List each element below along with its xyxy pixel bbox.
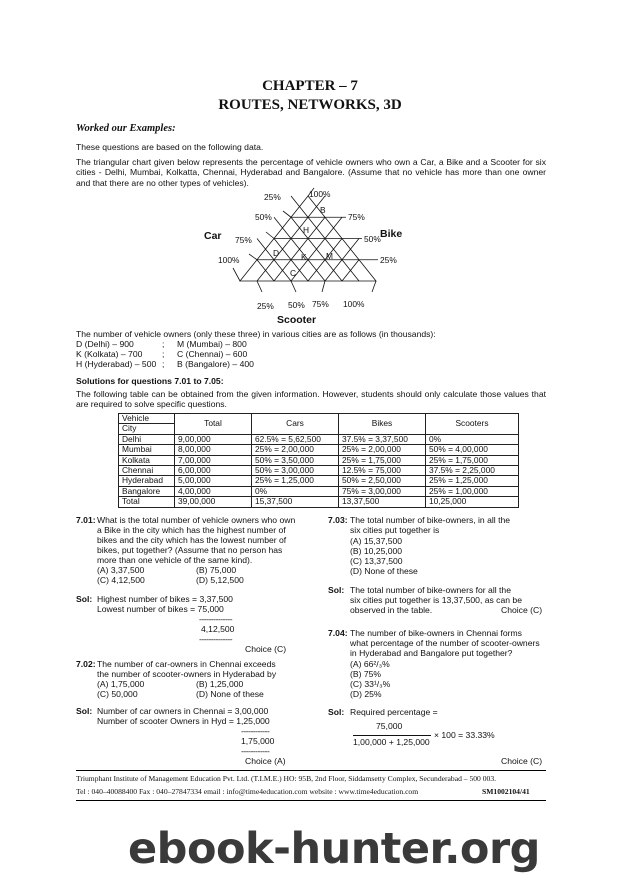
watermark-text: ebook-hunter.org xyxy=(128,824,540,874)
q704-sol-line-1: Required percentage = xyxy=(350,707,438,717)
q702-sol-line-1: Number of car owners in Chennai = 3,00,000 xyxy=(97,706,269,716)
cell-bikes: 13,37,500 xyxy=(339,497,426,507)
q703-sol-label: Sol: xyxy=(328,585,345,595)
q703-sol-line-1: The total number of bike-owners for all the xyxy=(350,585,511,595)
left-label-75: 75% xyxy=(235,235,252,245)
left-label-25: 25% xyxy=(264,192,281,202)
q702-choice: Choice (A) xyxy=(245,756,286,766)
q704-option-c: (C) 33¹/₃% xyxy=(350,679,391,689)
cell-cars: 62.5% = 5,62,500 xyxy=(252,434,339,444)
q703-sol-line-3: observed in the table. xyxy=(350,605,433,615)
cell-city: Mumbai xyxy=(119,445,175,455)
right-label-50: 50% xyxy=(364,234,381,244)
cell-city: Chennai xyxy=(119,466,175,476)
owners-row-3-right: B (Bangalore) – 400 xyxy=(177,359,254,369)
footer-divider-top xyxy=(76,770,546,771)
q703-option-d: (D) None of these xyxy=(350,566,418,576)
footer-code: SM1002104/41 xyxy=(482,787,530,796)
q701-text-line-4: bikes, put together? (Assume that no person has xyxy=(97,545,283,555)
owners-row-3-left: H (Hyderabad) – 500 xyxy=(76,359,157,369)
q704-sol-label: Sol: xyxy=(328,707,345,717)
footer-divider-bottom xyxy=(76,800,546,801)
table-row xyxy=(119,445,519,455)
q702-option-c: (C) 50,000 xyxy=(97,689,138,699)
cell-cars: 50% = 3,00,000 xyxy=(252,466,339,476)
q702-number: 7.02: xyxy=(76,659,96,669)
q703-option-b: (B) 10,25,000 xyxy=(350,546,403,556)
cell-scooters: 25% = 1,25,000 xyxy=(426,476,519,486)
q704-times-result: × 100 = 33.33% xyxy=(434,730,495,740)
point-label-m: M xyxy=(326,251,333,261)
q704-fraction-numerator: 75,000 xyxy=(376,721,403,731)
q704-text-line-1: The number of bike-owners in Chennai forms xyxy=(350,628,522,638)
right-label-25: 25% xyxy=(380,255,397,265)
cell-city: Hyderabad xyxy=(119,476,175,486)
q703-sol-line-2: six cities put together is 13,37,500, as can be xyxy=(350,595,522,605)
table-header-row xyxy=(119,414,519,435)
point-label-k: K xyxy=(301,252,307,262)
cell-bikes: 37.5% = 3,37,500 xyxy=(339,434,426,444)
owners-row-1-left: D (Delhi) – 900 xyxy=(76,339,134,349)
q702-option-a: (A) 1,75,000 xyxy=(97,679,145,689)
q703-option-c: (C) 13,37,500 xyxy=(350,556,403,566)
triangular-chart xyxy=(200,186,410,326)
q704-option-d: (D) 25% xyxy=(350,689,382,699)
q702-text-line-1: The number of car-owners in Chennai exceeds xyxy=(97,659,276,669)
owners-row-2-left: K (Kolkata) – 700 xyxy=(76,349,143,359)
vehicle-data-table xyxy=(118,413,519,508)
q703-number: 7.03: xyxy=(328,515,348,525)
cell-cars: 25% = 1,25,000 xyxy=(252,476,339,486)
q702-sol-dashes-2: ------------ xyxy=(241,746,270,756)
cell-city: Kolkata xyxy=(119,455,175,465)
cell-cars: 25% = 2,00,000 xyxy=(252,445,339,455)
point-label-h: H xyxy=(303,225,310,235)
header-city: City xyxy=(122,423,137,434)
q704-option-a: (A) 66²/₃% xyxy=(350,659,390,669)
q701-number: 7.01: xyxy=(76,515,96,525)
bottom-label-75: 75% xyxy=(312,299,329,309)
q701-sol-dashes-1: -------------- xyxy=(199,614,233,624)
q702-option-d: (D) None of these xyxy=(196,689,264,699)
owners-row-3-sep: ; xyxy=(162,359,165,369)
cell-city: Total xyxy=(119,497,175,507)
cell-scooters: 37.5% = 2,25,000 xyxy=(426,466,519,476)
q702-option-b: (B) 1,25,000 xyxy=(196,679,244,689)
q701-text-line-2: a Bike in the city which has the highest number of xyxy=(97,525,286,535)
q701-option-d: (D) 5,12,500 xyxy=(196,575,244,585)
cell-city: Delhi xyxy=(119,434,175,444)
cell-bikes: 12.5% = 75,000 xyxy=(339,466,426,476)
cell-cars: 15,37,500 xyxy=(252,497,339,507)
owners-row-2-sep: ; xyxy=(162,349,165,359)
q703-choice: Choice (C) xyxy=(501,605,543,615)
owners-intro: The number of vehicle owners (only these three) in various cities are as follows (in thousands): xyxy=(76,329,436,339)
q702-sol-label: Sol: xyxy=(76,706,93,716)
q701-option-a: (A) 3,37,500 xyxy=(97,565,145,575)
cell-total: 39,00,000 xyxy=(175,497,252,507)
q701-option-b: (B) 75,000 xyxy=(196,565,237,575)
intro-paragraph: The triangular chart given below represents the percentage of vehicle owners who own a Car, a Bike and a Scooter for six cities - Delhi, Mumbai, Kolkatta, Chennai, Hyderabad and Bangalore. (Assume that no vehicle has more than one owner and that there are no other types of vehicles). xyxy=(76,157,546,188)
right-label-75: 75% xyxy=(348,212,365,222)
q704-number: 7.04: xyxy=(328,628,348,638)
table-row xyxy=(119,455,519,465)
q701-text-line-3: bikes and the city which has the lowest number of xyxy=(97,535,287,545)
point-label-c: C xyxy=(290,268,297,278)
q701-text-line-5: more than one vehicle of the same kind). xyxy=(97,555,253,565)
header-total: Total xyxy=(175,414,252,435)
cell-scooters: 10,25,000 xyxy=(426,497,519,507)
cell-cars: 50% = 3,50,000 xyxy=(252,455,339,465)
q701-sol-result: 4,12,500 xyxy=(201,624,235,634)
q703-option-a: (A) 15,37,500 xyxy=(350,536,403,546)
cell-cars: 0% xyxy=(252,486,339,496)
bottom-label-50: 50% xyxy=(288,300,305,310)
cell-bikes: 25% = 1,75,000 xyxy=(339,455,426,465)
q702-sol-result: 1,75,000 xyxy=(241,736,275,746)
point-label-d: D xyxy=(273,248,280,258)
cell-bikes: 50% = 2,50,000 xyxy=(339,476,426,486)
header-scooters: Scooters xyxy=(426,414,519,435)
header-bikes: Bikes xyxy=(339,414,426,435)
header-vehicle-city xyxy=(119,414,175,435)
header-vehicle: Vehicle xyxy=(119,414,174,424)
q702-sol-dashes-1: ------------ xyxy=(241,726,270,736)
q704-text-line-2: what percentage of the number of scooter-owners xyxy=(350,638,540,648)
cell-total: 8,00,000 xyxy=(175,445,252,455)
chapter-title: ROUTES, NETWORKS, 3D xyxy=(218,97,402,113)
cell-scooters: 50% = 4,00,000 xyxy=(426,445,519,455)
footer-contact: Tel : 040–40088400 Fax : 040–27847334 email : info@time4education.com website : www.time4education.com xyxy=(76,787,419,796)
cell-scooters: 0% xyxy=(426,434,519,444)
cell-total: 5,00,000 xyxy=(175,476,252,486)
q701-text-line-1: What is the total number of vehicle owners who own xyxy=(97,515,296,525)
owners-row-1-sep: ; xyxy=(162,339,165,349)
q701-sol-line-2: Lowest number of bikes = 75,000 xyxy=(97,604,224,614)
bottom-label-25: 25% xyxy=(257,301,274,311)
right-label-100: 100% xyxy=(309,189,331,199)
cell-scooters: 25% = 1,00,000 xyxy=(426,486,519,496)
q704-option-b: (B) 75% xyxy=(350,669,382,679)
q704-fraction-denominator: 1,00,000 + 1,25,000 xyxy=(353,737,430,747)
bottom-label-100: 100% xyxy=(343,299,365,309)
solutions-paragraph: The following table can be obtained from the given information. However, students should only calculate those values that are required to solve specific questions. xyxy=(76,389,546,410)
q701-sol-dashes-2: -------------- xyxy=(199,634,233,644)
table-total-row xyxy=(119,497,519,507)
table-row xyxy=(119,466,519,476)
axis-label-car: Car xyxy=(204,230,222,242)
left-label-50: 50% xyxy=(255,212,272,222)
intro-based-text: These questions are based on the following data. xyxy=(76,142,264,152)
q704-fraction-bar xyxy=(353,735,431,736)
cell-total: 9,00,000 xyxy=(175,434,252,444)
cell-total: 4,00,000 xyxy=(175,486,252,496)
q704-text-line-3: in Hyderabad and Bangalore put together? xyxy=(350,648,513,658)
q703-text-line-1: The total number of bike-owners, in all the xyxy=(350,515,511,525)
left-label-100: 100% xyxy=(218,255,240,265)
owners-row-2-right: C (Chennai) – 600 xyxy=(177,349,248,359)
cell-bikes: 75% = 3,00,000 xyxy=(339,486,426,496)
cell-total: 6,00,000 xyxy=(175,466,252,476)
cell-bikes: 25% = 2,00,000 xyxy=(339,445,426,455)
q703-text-line-2: six cities put together is xyxy=(350,525,440,535)
q701-sol-label: Sol: xyxy=(76,594,93,604)
axis-label-bike: Bike xyxy=(380,228,403,240)
solutions-heading: Solutions for questions 7.01 to 7.05: xyxy=(76,376,224,386)
point-label-b: B xyxy=(320,205,326,215)
axis-label-scooter: Scooter xyxy=(277,314,317,326)
footer-address: Triumphant Institute of Management Education Pvt. Ltd. (T.I.M.E.) HO: 95B, 2nd Floor, Siddamsetty Complex, Secunderabad – 500 003. xyxy=(76,774,497,783)
q704-choice: Choice (C) xyxy=(501,756,543,766)
cell-city: Bangalore xyxy=(119,486,175,496)
owners-row-1-right: M (Mumbai) – 800 xyxy=(177,339,247,349)
table-row xyxy=(119,476,519,486)
header-cars: Cars xyxy=(252,414,339,435)
cell-scooters: 25% = 1,75,000 xyxy=(426,455,519,465)
q701-option-c: (C) 4,12,500 xyxy=(97,575,145,585)
q701-choice: Choice (C) xyxy=(245,644,287,654)
chapter-heading: CHAPTER – 7 xyxy=(262,78,358,94)
q701-sol-line-1: Highest number of bikes = 3,37,500 xyxy=(97,594,233,604)
table-row xyxy=(119,434,519,444)
q702-text-line-2: the number of scooter-owners in Hyderabad by xyxy=(97,669,277,679)
cell-total: 7,00,000 xyxy=(175,455,252,465)
worked-examples-heading: Worked our Examples: xyxy=(76,123,176,134)
q702-sol-line-2: Number of scooter Owners in Hyd = 1,25,000 xyxy=(97,716,270,726)
table-row xyxy=(119,486,519,496)
